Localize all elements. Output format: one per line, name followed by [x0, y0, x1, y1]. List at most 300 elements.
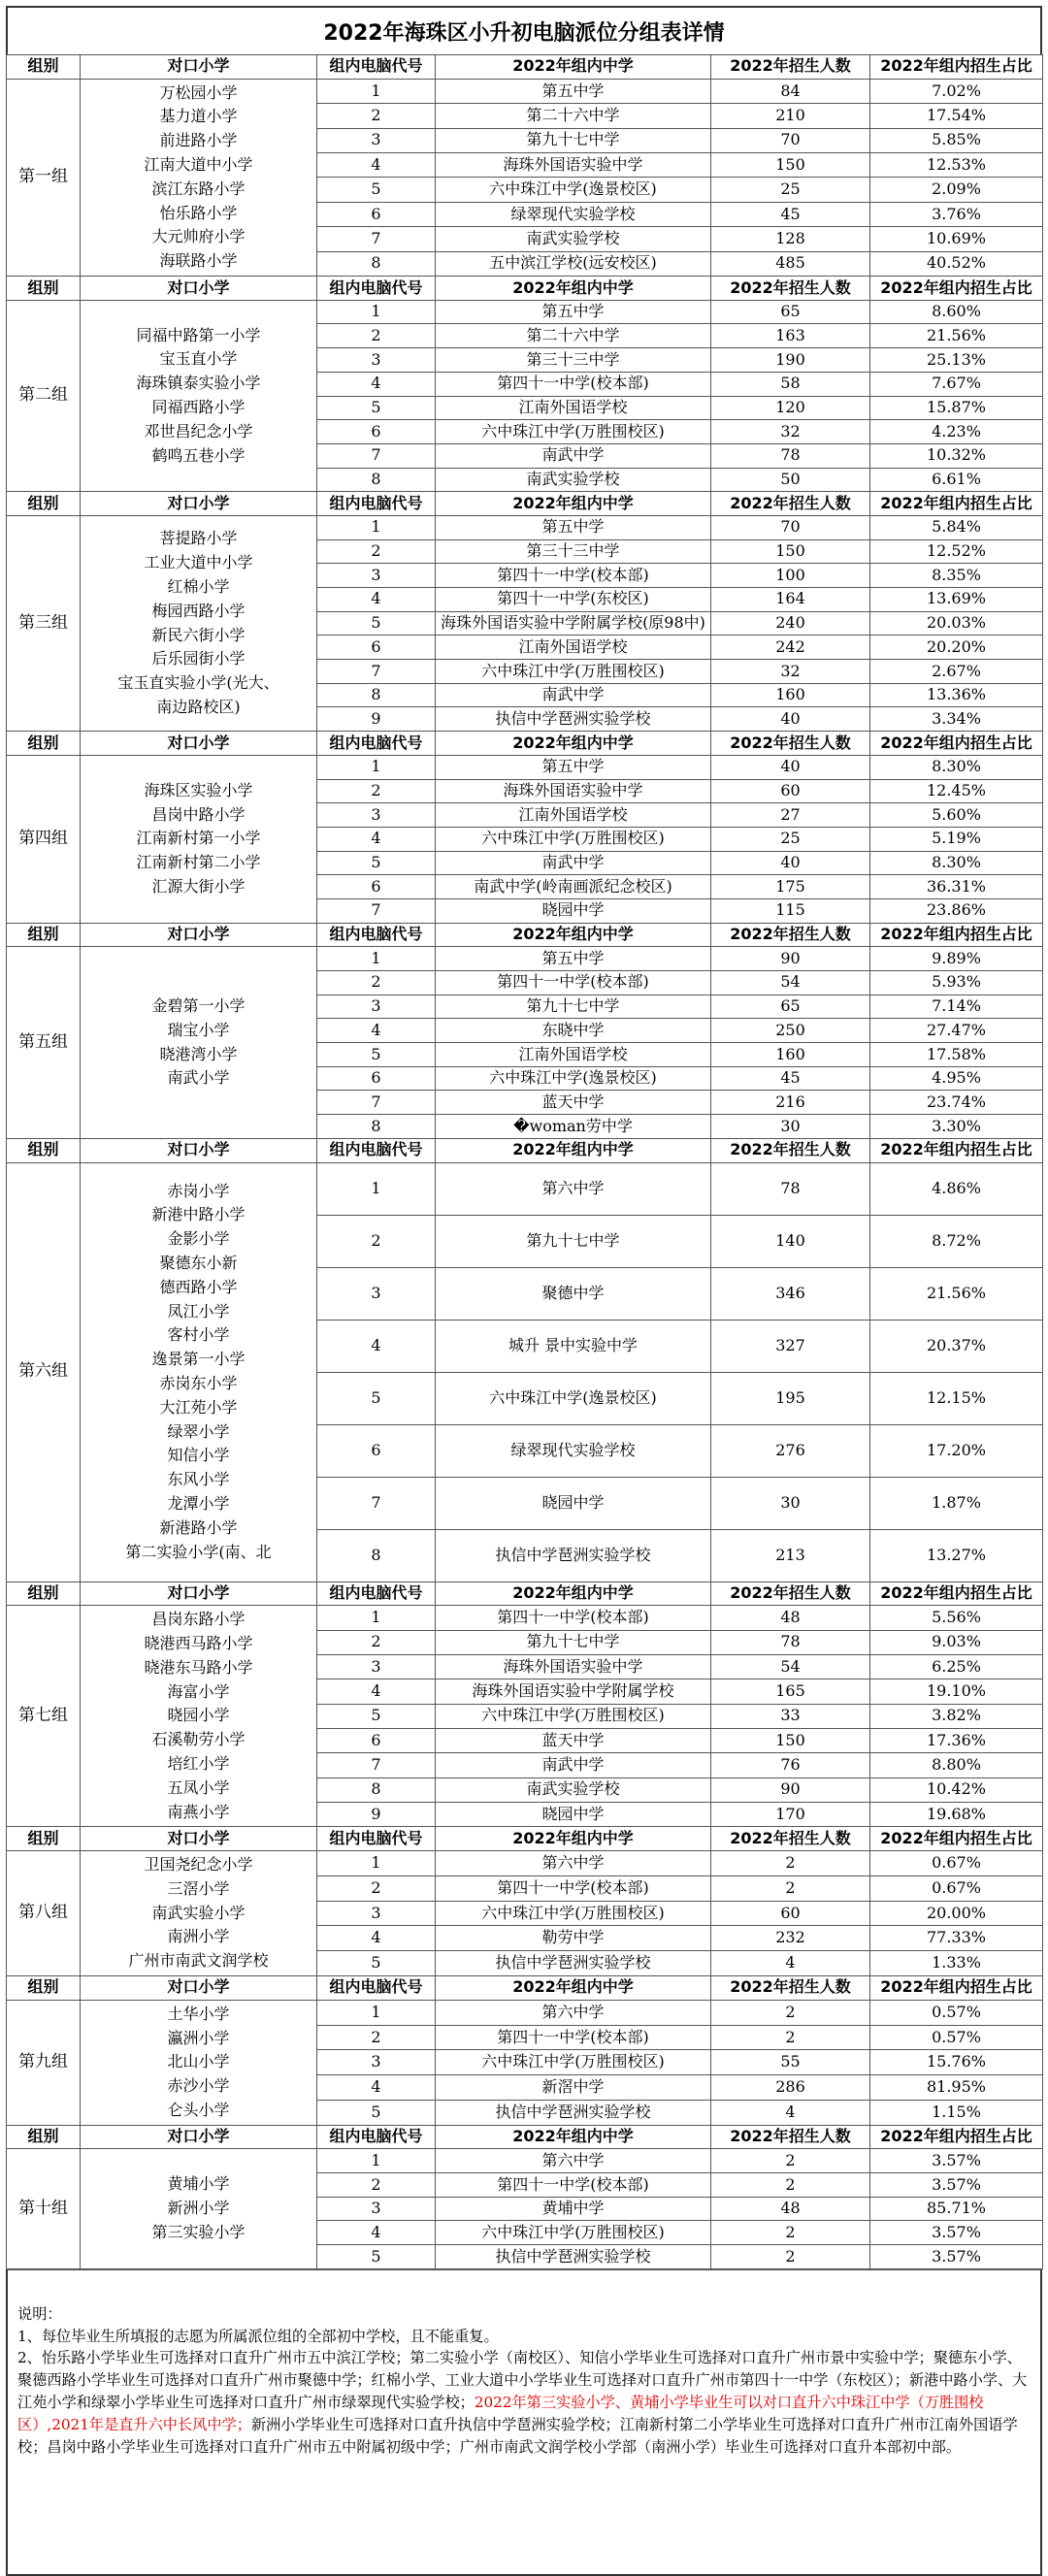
middle-school: 第四十一中学(校本部) — [436, 1606, 711, 1630]
feeder-school: 石溪勒劳小学 — [151, 1730, 246, 1749]
enrollment: 90 — [711, 947, 870, 971]
middle-school: 聚德中学 — [436, 1267, 711, 1320]
enrollment: 175 — [711, 875, 870, 899]
middle-school: 新滘中学 — [436, 2075, 711, 2101]
enrollment-share: 20.20% — [870, 636, 1043, 660]
enrollment: 54 — [711, 1654, 870, 1679]
enrollment: 33 — [711, 1704, 870, 1728]
feeder-school: 昌岗东路小学 — [151, 1610, 246, 1629]
column-header: 对口小学 — [81, 732, 317, 756]
feeder-schools — [81, 300, 317, 492]
computer-code: 6 — [317, 1424, 436, 1477]
enrollment-share: 20.03% — [870, 611, 1043, 636]
computer-code: 4 — [317, 372, 436, 396]
feeder-school: 逸景第一小学 — [151, 1350, 246, 1369]
group-name: 第三组 — [7, 515, 81, 731]
computer-code: 5 — [317, 611, 436, 636]
middle-school: 东晓中学 — [436, 1019, 711, 1043]
enrollment-share: 3.34% — [870, 707, 1043, 732]
enrollment: 485 — [711, 251, 870, 276]
enrollment: 40 — [711, 707, 870, 732]
computer-code: 7 — [317, 1477, 436, 1529]
enrollment: 84 — [711, 79, 870, 103]
enrollment-share: 2.09% — [870, 178, 1043, 202]
middle-school: 第三十三中学 — [436, 539, 711, 564]
enrollment: 30 — [711, 1477, 870, 1529]
enrollment: 120 — [711, 396, 870, 420]
middle-school: 第二十六中学 — [436, 104, 711, 128]
enrollment-share: 81.95% — [870, 2075, 1043, 2101]
computer-code: 3 — [317, 348, 436, 373]
computer-code: 9 — [317, 707, 436, 732]
feeder-school: 龙潭小学 — [167, 1493, 230, 1513]
computer-code: 2 — [317, 1875, 436, 1901]
enrollment-share: 17.36% — [870, 1728, 1043, 1752]
computer-code: 5 — [317, 1372, 436, 1424]
computer-code: 7 — [317, 660, 436, 684]
middle-school: 晓园中学 — [436, 1802, 711, 1826]
enrollment: 100 — [711, 564, 870, 588]
middle-school: 第四十一中学(校本部) — [436, 372, 711, 396]
enrollment: 25 — [711, 178, 870, 202]
table-row — [7, 2149, 1043, 2173]
enrollment: 4 — [711, 1951, 870, 1976]
enrollment: 70 — [711, 515, 870, 539]
group-header-row — [7, 1827, 1043, 1851]
column-header: 对口小学 — [81, 55, 317, 80]
feeder-school: 怡乐路小学 — [159, 203, 238, 222]
feeder-school: 南燕小学 — [167, 1802, 230, 1821]
computer-code: 1 — [317, 2149, 436, 2173]
enrollment-share: 40.52% — [870, 251, 1043, 276]
enrollment: 32 — [711, 660, 870, 684]
feeder-school: 德西路小学 — [159, 1277, 238, 1296]
computer-code: 8 — [317, 1115, 436, 1139]
group-name: 第一组 — [7, 79, 81, 276]
column-header: 2022年招生人数 — [711, 2125, 870, 2149]
column-header: 组别 — [7, 55, 81, 80]
computer-code: 6 — [317, 1066, 436, 1091]
column-header: 2022年组内中学 — [436, 732, 711, 756]
enrollment-share: 20.00% — [870, 1901, 1043, 1926]
computer-code: 4 — [317, 1926, 436, 1951]
feeder-school: 邓世昌纪念小学 — [144, 421, 253, 440]
enrollment: 232 — [711, 1926, 870, 1951]
enrollment: 160 — [711, 1043, 870, 1067]
feeder-school: 鹤鸣五巷小学 — [151, 445, 246, 465]
middle-school: 江南外国语学校 — [436, 803, 711, 828]
feeder-schools — [81, 515, 317, 731]
enrollment: 250 — [711, 1019, 870, 1043]
enrollment-share: 15.87% — [870, 396, 1043, 420]
middle-school: 六中珠江中学(万胜围校区) — [436, 660, 711, 684]
computer-code: 7 — [317, 1753, 436, 1777]
computer-code: 3 — [317, 564, 436, 588]
computer-code: 1 — [317, 755, 436, 779]
column-header: 对口小学 — [81, 277, 317, 301]
column-header: 2022年组内招生占比 — [870, 1138, 1043, 1162]
computer-code: 8 — [317, 251, 436, 276]
middle-school: 第六中学 — [436, 2000, 711, 2025]
enrollment: 78 — [711, 1630, 870, 1654]
feeder-schools — [81, 1851, 317, 1976]
group-name: 第七组 — [7, 1606, 81, 1827]
middle-school: 第四十一中学(校本部) — [436, 2025, 711, 2050]
computer-code: 5 — [317, 1951, 436, 1976]
enrollment-share: 9.89% — [870, 947, 1043, 971]
feeder-school: 赤沙小学 — [167, 2076, 230, 2096]
enrollment-share: 7.14% — [870, 995, 1043, 1019]
enrollment-share: 3.57% — [870, 2149, 1043, 2173]
middle-school: 海珠外国语实验中学附属学校(原98中) — [436, 611, 711, 636]
middle-school: 执信中学琶洲实验学校 — [436, 1529, 711, 1581]
enrollment-share: 13.36% — [870, 683, 1043, 707]
computer-code: 4 — [317, 1320, 436, 1372]
column-header: 2022年招生人数 — [711, 55, 870, 80]
column-header: 组别 — [7, 1581, 81, 1606]
feeder-schools — [81, 947, 317, 1139]
computer-code: 7 — [317, 898, 436, 923]
feeder-school: 聚德东小新 — [159, 1254, 238, 1273]
enrollment-share: 2.67% — [870, 660, 1043, 684]
table-row — [7, 2000, 1043, 2025]
middle-school: 黄埔中学 — [436, 2197, 711, 2221]
table-row — [7, 515, 1043, 539]
computer-code: 7 — [317, 227, 436, 251]
column-header: 2022年招生人数 — [711, 923, 870, 947]
enrollment: 286 — [711, 2075, 870, 2101]
enrollment-share: 17.54% — [870, 104, 1043, 128]
column-header: 组内电脑代号 — [317, 1581, 436, 1606]
enrollment: 2 — [711, 2245, 870, 2269]
column-header: 组别 — [7, 923, 81, 947]
column-header: 2022年组内招生占比 — [870, 277, 1043, 301]
group-header-row — [7, 492, 1043, 516]
enrollment: 140 — [711, 1215, 870, 1267]
feeder-school: 晓园小学 — [167, 1706, 230, 1725]
middle-school: 南武实验学校 — [436, 468, 711, 492]
computer-code: 4 — [317, 1019, 436, 1043]
column-header: 2022年组内中学 — [436, 55, 711, 80]
middle-school: 六中珠江中学(万胜围校区) — [436, 2221, 711, 2245]
column-header: 2022年组内招生占比 — [870, 2125, 1043, 2149]
feeder-school: 红棉小学 — [167, 576, 230, 596]
enrollment: 2 — [711, 2173, 870, 2198]
middle-school: 南武中学 — [436, 1753, 711, 1777]
middle-school: 执信中学琶洲实验学校 — [436, 2100, 711, 2125]
middle-school: 南武中学 — [436, 443, 711, 468]
computer-code: 5 — [317, 178, 436, 202]
feeder-school: 五凤小学 — [167, 1777, 230, 1797]
feeder-school: 江南新村第二小学 — [136, 853, 261, 872]
column-header: 组别 — [7, 1827, 81, 1851]
middle-school: 江南外国语学校 — [436, 1043, 711, 1067]
middle-school: 江南外国语学校 — [436, 636, 711, 660]
enrollment: 60 — [711, 779, 870, 803]
feeder-school: 广州市南武文润学校 — [128, 1951, 269, 1971]
group-header-row — [7, 1581, 1043, 1606]
enrollment-share: 5.93% — [870, 971, 1043, 995]
enrollment-share: 36.31% — [870, 875, 1043, 899]
group-name: 第八组 — [7, 1851, 81, 1976]
middle-school: 海珠外国语实验中学 — [436, 779, 711, 803]
feeder-school: 海富小学 — [167, 1681, 230, 1701]
middle-school: 第四十一中学(校本部) — [436, 1875, 711, 1901]
feeder-schools — [81, 1606, 317, 1827]
middle-school: 六中珠江中学(逸景校区) — [436, 1372, 711, 1424]
computer-code: 1 — [317, 79, 436, 103]
feeder-school: 万松园小学 — [159, 82, 238, 102]
enrollment: 55 — [711, 2050, 870, 2075]
enrollment-share: 5.60% — [870, 803, 1043, 828]
feeder-school: 卫国尧纪念小学 — [144, 1855, 253, 1875]
computer-code: 6 — [317, 420, 436, 444]
feeder-schools — [81, 1162, 317, 1581]
enrollment-share: 12.53% — [870, 152, 1043, 177]
enrollment: 48 — [711, 1606, 870, 1630]
computer-code: 2 — [317, 324, 436, 348]
column-header: 2022年组内招生占比 — [870, 1976, 1043, 2001]
middle-school: 南武中学 — [436, 683, 711, 707]
feeder-school: 绿翠小学 — [167, 1421, 230, 1441]
feeder-school: 南武小学 — [167, 1068, 230, 1088]
computer-code: 3 — [317, 1267, 436, 1320]
computer-code: 3 — [317, 995, 436, 1019]
middle-school: 第九十七中学 — [436, 128, 711, 152]
computer-code: 6 — [317, 875, 436, 899]
feeder-school: 知信小学 — [167, 1446, 230, 1465]
computer-code: 4 — [317, 2075, 436, 2101]
middle-school: 第五中学 — [436, 515, 711, 539]
enrollment: 50 — [711, 468, 870, 492]
enrollment-share: 21.56% — [870, 1267, 1043, 1320]
notes-section — [6, 2269, 1042, 2576]
enrollment-share: 7.67% — [870, 372, 1043, 396]
enrollment-share: 12.45% — [870, 779, 1043, 803]
column-header: 2022年组内中学 — [436, 1976, 711, 2001]
enrollment-share: 8.30% — [870, 851, 1043, 875]
computer-code: 5 — [317, 1043, 436, 1067]
feeder-school: 南边路校区) — [156, 697, 241, 716]
middle-school: 海珠外国语实验中学 — [436, 1654, 711, 1679]
enrollment: 30 — [711, 1115, 870, 1139]
middle-school: 六中珠江中学(万胜围校区) — [436, 1704, 711, 1728]
middle-school: 第四十一中学(校本部) — [436, 971, 711, 995]
middle-school: 蓝天中学 — [436, 1728, 711, 1752]
enrollment: 150 — [711, 152, 870, 177]
column-header: 2022年组内中学 — [436, 1138, 711, 1162]
feeder-school: 凤江小学 — [167, 1301, 230, 1321]
enrollment: 60 — [711, 1901, 870, 1926]
enrollment: 48 — [711, 2197, 870, 2221]
feeder-school: 赤岗小学 — [167, 1181, 230, 1200]
group-name: 第十组 — [7, 2149, 81, 2268]
enrollment: 327 — [711, 1320, 870, 1372]
computer-code: 3 — [317, 1654, 436, 1679]
computer-code: 1 — [317, 300, 436, 324]
notes-line-2-highlight: 2022年第三实验小学、黄埔小学毕业生可以对口直升六中珠江中学（万胜围校区）,2021年是直升六中长风中学； — [17, 2394, 984, 2433]
column-header: 2022年组内招生占比 — [870, 1581, 1043, 1606]
column-header: 组内电脑代号 — [317, 1976, 436, 2001]
enrollment: 150 — [711, 1728, 870, 1752]
column-header: 2022年招生人数 — [711, 1827, 870, 1851]
column-header: 2022年招生人数 — [711, 1976, 870, 2001]
table-row — [7, 300, 1043, 324]
feeder-school: 新民六街小学 — [151, 625, 246, 644]
enrollment-share: 13.27% — [870, 1529, 1043, 1581]
computer-code: 7 — [317, 1091, 436, 1115]
computer-code: 3 — [317, 2197, 436, 2221]
computer-code: 1 — [317, 947, 436, 971]
table-row — [7, 1606, 1043, 1630]
middle-school: 蓝天中学 — [436, 1091, 711, 1115]
enrollment: 115 — [711, 898, 870, 923]
feeder-school: 赤岗东小学 — [159, 1374, 238, 1392]
table-row — [7, 79, 1043, 103]
feeder-school: 金影小学 — [167, 1229, 230, 1249]
enrollment-share: 8.80% — [870, 1753, 1043, 1777]
computer-code: 7 — [317, 443, 436, 468]
feeder-school: 南洲小学 — [167, 1927, 230, 1946]
feeder-school: 汇源大街小学 — [151, 876, 246, 896]
column-header: 组内电脑代号 — [317, 277, 436, 301]
enrollment-share: 10.32% — [870, 443, 1043, 468]
notes-line-2 — [17, 2347, 1031, 2458]
column-header: 组别 — [7, 732, 81, 756]
feeder-school: 昌岗中路小学 — [151, 804, 246, 824]
middle-school: 南武实验学校 — [436, 227, 711, 251]
feeder-school: 江南新村第一小学 — [136, 829, 261, 848]
computer-code: 2 — [317, 1215, 436, 1267]
computer-code: 3 — [317, 128, 436, 152]
column-header: 对口小学 — [81, 1976, 317, 2001]
column-header: 2022年组内中学 — [436, 492, 711, 516]
feeder-school: 瀛洲小学 — [167, 2028, 230, 2047]
computer-code: 2 — [317, 104, 436, 128]
enrollment-share: 5.56% — [870, 1606, 1043, 1630]
enrollment: 276 — [711, 1424, 870, 1477]
enrollment: 240 — [711, 611, 870, 636]
feeder-school: 海珠镇泰实验小学 — [136, 374, 261, 393]
enrollment-share: 6.25% — [870, 1654, 1043, 1679]
enrollment: 27 — [711, 803, 870, 828]
notes-line-2a: 2、怡乐路小学毕业生可选择对口直升广州市五中滨江学校；第二实验小学（南校区）、知信小学毕业生可选择对口直升广州市景中实验中学；聚德东小学、聚德西路小学毕业生可选择对口直升广州市聚德中学；红棉小学、工业大道中小学毕业生可选择对口直升广州市第四十一中学（东校区）；新港中路小学、大江苑小学和绿翠小学毕业生可选择对口直升广州市绿翠现代实验学校； — [17, 2349, 1028, 2412]
enrollment-share: 5.85% — [870, 128, 1043, 152]
column-header: 组别 — [7, 492, 81, 516]
enrollment-share: 27.47% — [870, 1019, 1043, 1043]
column-header: 对口小学 — [81, 1138, 317, 1162]
computer-code: 4 — [317, 1679, 436, 1704]
enrollment: 213 — [711, 1529, 870, 1581]
middle-school: 第四十一中学(东校区) — [436, 588, 711, 612]
feeder-school: 瑞宝小学 — [167, 1020, 230, 1039]
column-header: 2022年组内中学 — [436, 1581, 711, 1606]
enrollment-share: 5.19% — [870, 827, 1043, 851]
middle-school: 海珠外国语实验中学附属学校 — [436, 1679, 711, 1704]
column-header: 组内电脑代号 — [317, 55, 436, 80]
middle-school: 晓园中学 — [436, 898, 711, 923]
enrollment: 25 — [711, 827, 870, 851]
column-header: 组别 — [7, 277, 81, 301]
column-header: 对口小学 — [81, 1581, 317, 1606]
feeder-school: 菩提路小学 — [159, 529, 238, 548]
enrollment-share: 8.35% — [870, 564, 1043, 588]
column-header: 对口小学 — [81, 2125, 317, 2149]
feeder-school: 三滘小学 — [167, 1878, 230, 1898]
enrollment-share: 4.86% — [870, 1162, 1043, 1215]
enrollment-share: 3.57% — [870, 2245, 1043, 2269]
enrollment: 70 — [711, 128, 870, 152]
middle-school: 第五中学 — [436, 755, 711, 779]
group-name: 第二组 — [7, 300, 81, 492]
enrollment: 45 — [711, 1066, 870, 1091]
enrollment-share: 12.15% — [870, 1372, 1043, 1424]
middle-school: 第五中学 — [436, 79, 711, 103]
middle-school: 第四十一中学(校本部) — [436, 564, 711, 588]
middle-school: 六中珠江中学(万胜围校区) — [436, 827, 711, 851]
middle-school: �woman劳中学 — [436, 1115, 711, 1139]
feeder-school: 海联路小学 — [159, 251, 238, 271]
middle-school: 第六中学 — [436, 1851, 711, 1876]
middle-school: 六中珠江中学(万胜围校区) — [436, 1901, 711, 1926]
feeder-school: 工业大道中小学 — [144, 553, 253, 572]
enrollment-share: 4.23% — [870, 420, 1043, 444]
middle-school: 勒劳中学 — [436, 1926, 711, 1951]
feeder-school: 梅园西路小学 — [151, 601, 246, 620]
feeder-school: 金碧第一小学 — [151, 995, 246, 1015]
feeder-school: 同福西路小学 — [151, 398, 246, 416]
feeder-school: 第二实验小学(南、北 — [125, 1542, 272, 1561]
enrollment-share: 4.95% — [870, 1066, 1043, 1091]
enrollment-share: 20.37% — [870, 1320, 1043, 1372]
enrollment: 170 — [711, 1802, 870, 1826]
column-header: 组内电脑代号 — [317, 732, 436, 756]
enrollment: 190 — [711, 348, 870, 373]
computer-code: 4 — [317, 152, 436, 177]
enrollment-share: 5.84% — [870, 515, 1043, 539]
computer-code: 4 — [317, 2221, 436, 2245]
enrollment: 40 — [711, 755, 870, 779]
computer-code: 3 — [317, 2050, 436, 2075]
enrollment-share: 8.72% — [870, 1215, 1043, 1267]
enrollment-share: 1.87% — [870, 1477, 1043, 1529]
feeder-school: 土华小学 — [167, 2004, 230, 2023]
column-header: 组内电脑代号 — [317, 1138, 436, 1162]
enrollment-share: 17.20% — [870, 1424, 1043, 1477]
feeder-school: 海珠区实验小学 — [144, 780, 253, 799]
computer-code: 5 — [317, 1704, 436, 1728]
column-header: 2022年组内中学 — [436, 923, 711, 947]
enrollment: 242 — [711, 636, 870, 660]
middle-school: 六中珠江中学(逸景校区) — [436, 178, 711, 202]
feeder-school: 第三实验小学 — [151, 2223, 246, 2241]
enrollment: 2 — [711, 2000, 870, 2025]
feeder-school: 晓港湾小学 — [159, 1044, 238, 1063]
column-header: 2022年组内招生占比 — [870, 492, 1043, 516]
enrollment-share: 0.57% — [870, 2025, 1043, 2050]
enrollment-share: 1.15% — [870, 2100, 1043, 2125]
middle-school: 绿翠现代实验学校 — [436, 1424, 711, 1477]
middle-school: 南武中学 — [436, 851, 711, 875]
column-header: 2022年组内中学 — [436, 1827, 711, 1851]
enrollment-share: 77.33% — [870, 1926, 1043, 1951]
group-header-row — [7, 732, 1043, 756]
enrollment: 65 — [711, 300, 870, 324]
computer-code: 5 — [317, 396, 436, 420]
feeder-school: 北山小学 — [167, 2052, 230, 2071]
column-header: 2022年招生人数 — [711, 732, 870, 756]
page-title: 2022年海珠区小升初电脑派位分组表详情 — [6, 6, 1042, 54]
